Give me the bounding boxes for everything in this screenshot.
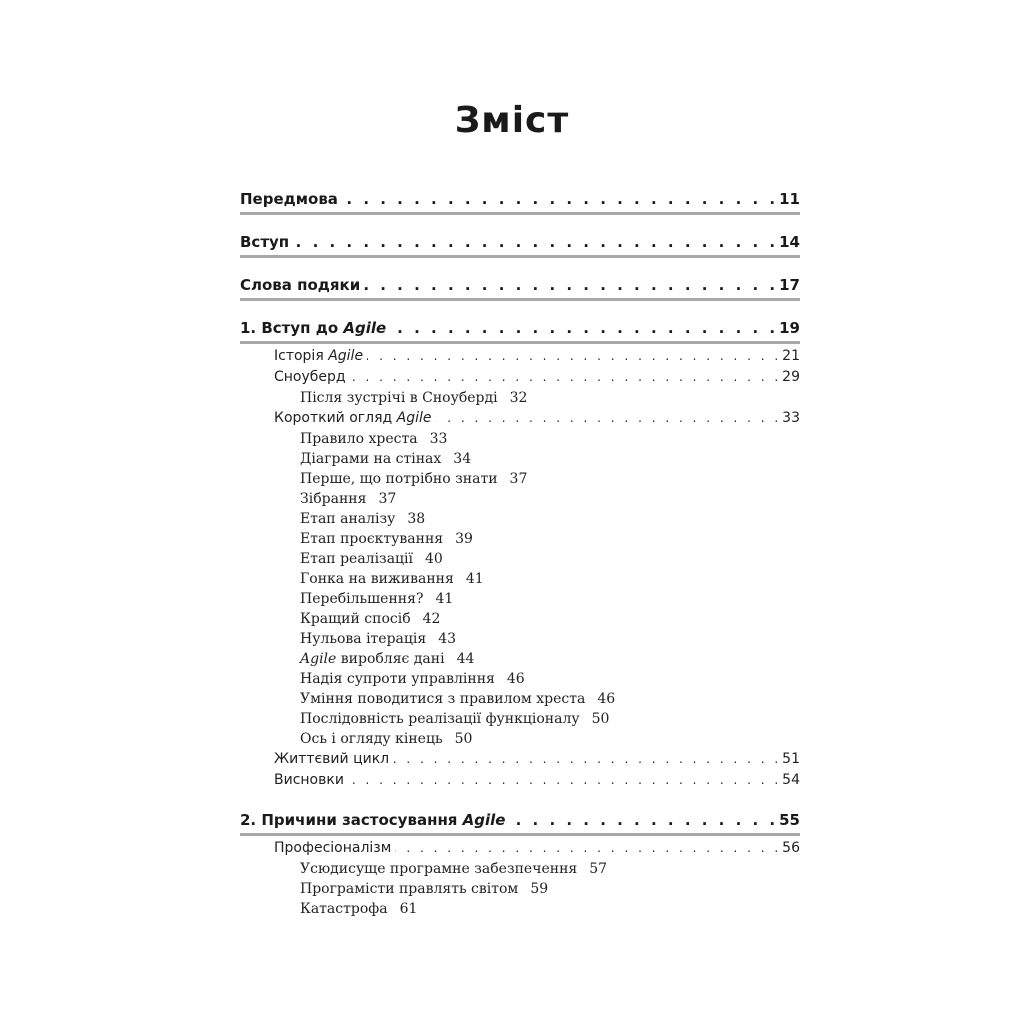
toc-entry-foreword[interactable] [240, 186, 800, 215]
toc-entry-chapter-1[interactable] [240, 315, 800, 344]
toc-section[interactable] [240, 529, 800, 549]
label-italic: Agile [462, 811, 506, 829]
toc-page-number: 50 [591, 711, 610, 727]
toc-page-number: 33 [782, 410, 800, 426]
toc-entry-label: Програмісти правлять світом [300, 881, 519, 897]
toc-entry-label: Передмова [240, 190, 338, 208]
toc-page-number: 46 [506, 671, 525, 687]
toc-page-number: 46 [597, 691, 616, 707]
toc-page-number: 56 [782, 840, 800, 856]
toc-entry-label: Ось і огляду кінець [300, 731, 443, 747]
toc-entry-introduction[interactable] [240, 229, 800, 258]
leader-dots [348, 770, 778, 791]
toc-entry-label: Висновки [274, 772, 344, 788]
leader-dots [395, 838, 778, 859]
toc-section[interactable] [240, 879, 800, 899]
toc-section[interactable] [240, 709, 800, 729]
toc-entry-label: Перше, що потрібно знати [300, 471, 498, 487]
toc-section[interactable] [240, 729, 800, 749]
toc-page-number: 37 [378, 491, 397, 507]
toc-page-number: 17 [779, 276, 800, 294]
toc-entry-label: Правило хреста [300, 431, 418, 447]
toc-page-number: 34 [453, 451, 472, 467]
toc-entry-chapter-2[interactable] [240, 807, 800, 836]
toc-entry-label [274, 408, 432, 429]
label-italic: Agile [328, 348, 364, 364]
toc-subentry[interactable] [240, 346, 800, 367]
toc-page-number: 57 [589, 861, 608, 877]
toc-subentry[interactable] [240, 408, 800, 429]
toc-page-number: 61 [399, 901, 418, 917]
toc-page-number: 37 [509, 471, 528, 487]
toc-entry-label: Етап аналізу [300, 511, 396, 527]
toc-section[interactable] [240, 859, 800, 879]
toc-entry-label: виробляє дані [336, 651, 445, 667]
toc-page-number: 59 [530, 881, 549, 897]
toc-entry-label: Уміння поводитися з правилом хреста [300, 691, 586, 707]
toc-page-number: 39 [455, 531, 473, 547]
toc-entry-label: Послідовність реалізації функціоналу [300, 711, 580, 727]
toc-section[interactable] [240, 449, 800, 469]
label-italic: Agile [343, 319, 387, 337]
toc-subentry[interactable] [240, 838, 800, 859]
toc-page-number: 19 [779, 319, 800, 337]
label-text: Історія [274, 348, 329, 364]
leader-dots [367, 346, 778, 367]
leader-dots [293, 229, 775, 255]
toc-subentry[interactable] [240, 770, 800, 791]
chapter-2-subentries [240, 838, 800, 919]
toc-page-number: 41 [435, 591, 454, 607]
toc-entry-label: Професіоналізм [274, 840, 392, 856]
toc-entry-label [240, 315, 386, 341]
toc-entry-acknowledgements[interactable] [240, 272, 800, 301]
toc-page-number: 21 [782, 348, 800, 364]
toc-entry-label: Етап проєктування [300, 531, 444, 547]
toc-entry-label: Гонка на виживання [300, 571, 454, 587]
toc-page-number: 41 [465, 571, 484, 587]
toc-entry-label: Життєвий цикл [274, 751, 390, 767]
toc-section[interactable] [240, 609, 800, 629]
toc-section[interactable] [240, 589, 800, 609]
toc-section[interactable] [240, 899, 800, 919]
toc-page-number: 32 [509, 390, 528, 406]
toc-page-number: 29 [782, 369, 800, 385]
toc-section[interactable] [240, 469, 800, 489]
toc-entry-label [274, 346, 363, 367]
toc-section[interactable] [240, 629, 800, 649]
toc-section[interactable] [240, 569, 800, 589]
toc-entry-label: Вступ [240, 233, 290, 251]
toc-entry-label: Усюдисуще програмне забезпечення [300, 861, 578, 877]
toc-page-number: 38 [407, 511, 426, 527]
toc-page-number: 50 [454, 731, 473, 747]
toc-page-number: 14 [779, 233, 800, 251]
toc-entry-label: Слова подяки [240, 276, 361, 294]
toc-page-number: 44 [456, 651, 475, 667]
toc-section[interactable] [240, 489, 800, 509]
label-text: 1. Вступ до [240, 319, 344, 337]
toc-entry-label: Кращий спосіб [300, 611, 411, 627]
table-of-contents [240, 186, 800, 935]
leader-dots [509, 807, 775, 833]
toc-page-number: 33 [429, 431, 448, 447]
toc-subentry[interactable] [240, 367, 800, 388]
leader-dots [342, 186, 775, 212]
toc-entry-label: Діаграми на стінах [300, 451, 442, 467]
toc-entry-label: Катастрофа [300, 901, 388, 917]
toc-section[interactable] [240, 388, 800, 408]
page-title: Зміст [454, 100, 570, 141]
toc-page-number: 40 [425, 551, 443, 567]
toc-section[interactable] [240, 509, 800, 529]
label-text: 2. Причини застосування [240, 811, 463, 829]
toc-entry-label: Надія супроти управління [300, 671, 495, 687]
label-italic: Agile [396, 410, 432, 426]
leader-dots [393, 749, 778, 770]
toc-entry-label: Сноуберд [274, 369, 346, 385]
toc-section[interactable] [240, 549, 800, 569]
chapter-1-subentries [240, 346, 800, 791]
toc-section[interactable] [240, 669, 800, 689]
toc-page-number: 51 [782, 751, 800, 767]
toc-entry-label: Після зустрічі в Сноуберді [300, 390, 498, 406]
label-text: Короткий огляд [274, 410, 397, 426]
leader-dots [364, 272, 775, 298]
toc-section[interactable] [240, 689, 800, 709]
label-italic: Agile [300, 651, 337, 667]
toc-subentry[interactable] [240, 749, 800, 770]
toc-page-number: 55 [779, 811, 800, 829]
leader-dots [436, 408, 779, 429]
toc-entry-label: Нульова ітерація [300, 631, 427, 647]
toc-entry-label: Зібрання [300, 491, 367, 507]
toc-entry-label: Етап реалізації [300, 551, 413, 567]
toc-entry-label: Перебільшення? [300, 591, 424, 607]
toc-page-number: 43 [438, 631, 457, 647]
toc-page-number: 54 [782, 772, 800, 788]
leader-dots [390, 315, 775, 341]
toc-entry-label [240, 807, 505, 833]
toc-page-number: 42 [422, 611, 441, 627]
toc-page-number: 11 [779, 190, 800, 208]
toc-section[interactable] [240, 649, 800, 669]
toc-section[interactable] [240, 429, 800, 449]
leader-dots [350, 367, 779, 388]
